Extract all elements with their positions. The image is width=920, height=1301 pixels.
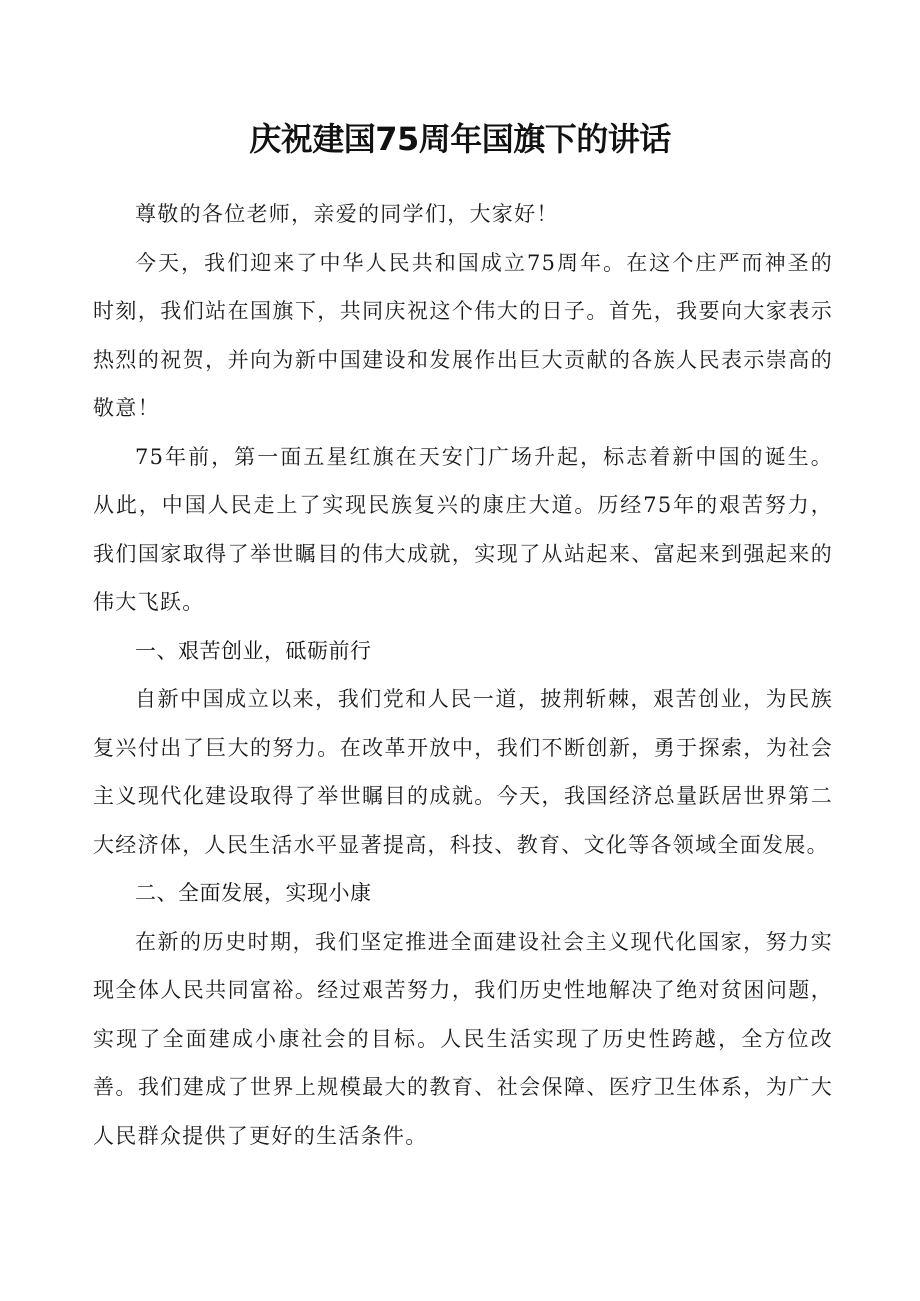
section-heading-1: 一、艰苦创业，砥砺前行 (135, 638, 372, 663)
section-text-1: 自新中国成立以来，我们党和人民一道，披荆斩棘，艰苦创业，为民族复兴付出了巨大的努力。在改革开放中，我们不断创新，勇于探索，为社会主义现代化建设取得了举世瞩目的成就。今天，我国经济总量跃居世界第二大经济体，人民生活水平显著提高，科技、教育、文化等各领域全面发展。 (93, 687, 833, 857)
document-title: 庆祝建国75周年国旗下的讲话 (249, 120, 671, 159)
section-heading-2: 二、全面发展，实现小康 (135, 881, 372, 905)
paragraph-intro: 今天，我们迎来了中华人民共和国成立75周年。在这个庄严而神圣的时刻，我们站在国旗下，共同庆祝这个伟大的日子。首先，我要向大家表示热烈的祝贺，并向为新中国建设和发展作出巨大贡献的各族人民表示崇高的敬意！ (93, 250, 833, 420)
document-body (93, 190, 833, 1160)
section-text-2: 在新的历史时期，我们坚定推进全面建设社会主义现代化国家，努力实现全体人民共同富裕。经过艰苦努力，我们历史性地解决了绝对贫困问题，实现了全面建成小康社会的目标。人民生活实现了历史性跨越，全方位改善。我们建成了世界上规模最大的教育、社会保障、医疗卫生体系，为广大人民群众提供了更好的生活条件。 (93, 929, 833, 1148)
greeting: 尊敬的各位老师，亲爱的同学们，大家好！ (135, 202, 559, 226)
paragraph-history: 75年前，第一面五星红旗在天安门广场升起，标志着新中国的诞生。从此，中国人民走上了实现民族复兴的康庄大道。历经75年的艰苦努力，我们国家取得了举世瞩目的伟大成就，实现了从站起来、富起来到强起来的伟大飞跃。 (93, 444, 833, 614)
